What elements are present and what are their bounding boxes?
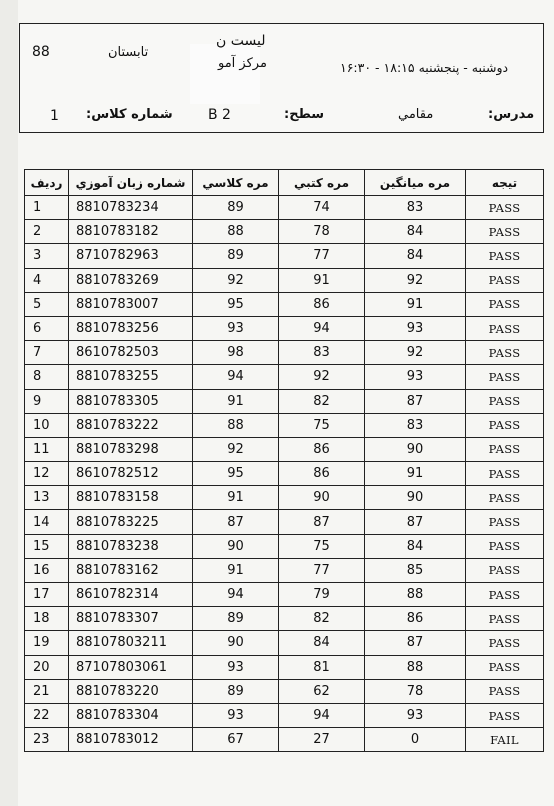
cell-written-score: 75 <box>279 413 365 437</box>
cell-result: PASS <box>466 268 544 292</box>
cell-student-id: 88107803211 <box>69 631 193 655</box>
cell-average: 92 <box>365 341 466 365</box>
table-row <box>25 268 544 292</box>
cell-class-score: 93 <box>193 655 279 679</box>
cell-student-id: 8810783238 <box>69 534 193 558</box>
cell-student-id: 87107803061 <box>69 655 193 679</box>
season-label: تابستان <box>108 45 149 60</box>
cell-result: PASS <box>466 365 544 389</box>
cell-class-score: 93 <box>193 703 279 727</box>
cell-written-score: 81 <box>279 655 365 679</box>
cell-written-score: 82 <box>279 389 365 413</box>
table-row <box>25 437 544 461</box>
cell-result: PASS <box>466 631 544 655</box>
cell-result: PASS <box>466 607 544 631</box>
cell-row-number: 21 <box>25 679 69 703</box>
table-row <box>25 631 544 655</box>
cell-result: PASS <box>466 220 544 244</box>
cell-result: PASS <box>466 486 544 510</box>
table-row <box>25 462 544 486</box>
table-row <box>25 679 544 703</box>
cell-row-number: 8 <box>25 365 69 389</box>
code-number: 88 <box>32 44 50 60</box>
header-class-score: مره کلاسي <box>193 170 279 196</box>
class-number-value: 1 <box>50 108 59 124</box>
cell-written-score: 91 <box>279 268 365 292</box>
cell-result: PASS <box>466 703 544 727</box>
class-info-header <box>19 23 544 133</box>
cell-row-number: 6 <box>25 316 69 340</box>
table-row <box>25 703 544 727</box>
table-row <box>25 316 544 340</box>
scan-page-edge <box>0 0 18 806</box>
cell-class-score: 87 <box>193 510 279 534</box>
cell-row-number: 20 <box>25 655 69 679</box>
cell-student-id: 8610782512 <box>69 462 193 486</box>
cell-average: 87 <box>365 389 466 413</box>
schedule: دوشنبه - پنجشنبه ۱۸:۱۵ - ۱۶:۳۰ <box>340 60 509 75</box>
cell-written-score: 86 <box>279 437 365 461</box>
table-row <box>25 558 544 582</box>
cell-result: PASS <box>466 437 544 461</box>
cell-written-score: 77 <box>279 558 365 582</box>
table-row <box>25 607 544 631</box>
cell-row-number: 14 <box>25 510 69 534</box>
cell-written-score: 94 <box>279 316 365 340</box>
cell-student-id: 8810783255 <box>69 365 193 389</box>
cell-class-score: 89 <box>193 244 279 268</box>
cell-row-number: 9 <box>25 389 69 413</box>
cell-class-score: 88 <box>193 220 279 244</box>
overlapping-paper <box>190 44 260 104</box>
level-value: B 2 <box>208 107 231 123</box>
cell-average: 87 <box>365 510 466 534</box>
cell-average: 91 <box>365 292 466 316</box>
cell-average: 93 <box>365 365 466 389</box>
table-row <box>25 292 544 316</box>
cell-result: PASS <box>466 462 544 486</box>
cell-result: PASS <box>466 244 544 268</box>
cell-student-id: 8810783222 <box>69 413 193 437</box>
cell-class-score: 95 <box>193 462 279 486</box>
cell-average: 84 <box>365 220 466 244</box>
cell-written-score: 83 <box>279 341 365 365</box>
header-student-id: شماره زبان آموزي <box>69 170 193 196</box>
cell-student-id: 8810783162 <box>69 558 193 582</box>
cell-result: PASS <box>466 679 544 703</box>
cell-result: PASS <box>466 341 544 365</box>
list-title: لیست ن <box>216 33 266 49</box>
cell-row-number: 10 <box>25 413 69 437</box>
cell-average: 83 <box>365 413 466 437</box>
cell-written-score: 78 <box>279 220 365 244</box>
table-row <box>25 534 544 558</box>
grades-table <box>24 169 544 752</box>
cell-written-score: 74 <box>279 196 365 220</box>
cell-class-score: 94 <box>193 583 279 607</box>
cell-class-score: 67 <box>193 728 279 752</box>
table-row <box>25 510 544 534</box>
cell-written-score: 77 <box>279 244 365 268</box>
cell-row-number: 15 <box>25 534 69 558</box>
table-header-row <box>25 170 544 196</box>
cell-student-id: 8810783269 <box>69 268 193 292</box>
cell-class-score: 91 <box>193 558 279 582</box>
cell-written-score: 86 <box>279 292 365 316</box>
cell-row-number: 18 <box>25 607 69 631</box>
cell-student-id: 8810783305 <box>69 389 193 413</box>
cell-average: 85 <box>365 558 466 582</box>
cell-class-score: 89 <box>193 196 279 220</box>
cell-student-id: 8810783012 <box>69 728 193 752</box>
cell-row-number: 1 <box>25 196 69 220</box>
table-row <box>25 728 544 752</box>
cell-written-score: 87 <box>279 510 365 534</box>
table-row <box>25 389 544 413</box>
cell-row-number: 16 <box>25 558 69 582</box>
cell-average: 84 <box>365 534 466 558</box>
cell-written-score: 75 <box>279 534 365 558</box>
cell-average: 88 <box>365 583 466 607</box>
cell-written-score: 27 <box>279 728 365 752</box>
header-result: تيجه <box>466 170 544 196</box>
center-name: مرکز آمو <box>218 56 267 71</box>
cell-average: 86 <box>365 607 466 631</box>
cell-row-number: 5 <box>25 292 69 316</box>
cell-class-score: 88 <box>193 413 279 437</box>
cell-written-score: 86 <box>279 462 365 486</box>
table-body <box>25 196 544 752</box>
cell-average: 90 <box>365 437 466 461</box>
cell-student-id: 8610782314 <box>69 583 193 607</box>
cell-student-id: 8810783225 <box>69 510 193 534</box>
table-row <box>25 486 544 510</box>
cell-class-score: 89 <box>193 679 279 703</box>
cell-result: PASS <box>466 413 544 437</box>
cell-average: 93 <box>365 316 466 340</box>
cell-student-id: 8810783256 <box>69 316 193 340</box>
table-row <box>25 365 544 389</box>
cell-student-id: 8810783234 <box>69 196 193 220</box>
cell-average: 90 <box>365 486 466 510</box>
cell-average: 91 <box>365 462 466 486</box>
cell-row-number: 19 <box>25 631 69 655</box>
cell-row-number: 13 <box>25 486 69 510</box>
cell-result: PASS <box>466 510 544 534</box>
cell-row-number: 3 <box>25 244 69 268</box>
cell-student-id: 8810783304 <box>69 703 193 727</box>
cell-result: PASS <box>466 196 544 220</box>
cell-class-score: 90 <box>193 631 279 655</box>
cell-class-score: 91 <box>193 486 279 510</box>
table-row <box>25 196 544 220</box>
cell-result: PASS <box>466 316 544 340</box>
table-row <box>25 413 544 437</box>
table-row <box>25 244 544 268</box>
cell-class-score: 94 <box>193 365 279 389</box>
cell-written-score: 90 <box>279 486 365 510</box>
cell-average: 93 <box>365 703 466 727</box>
cell-result: PASS <box>466 534 544 558</box>
cell-student-id: 8810783220 <box>69 679 193 703</box>
cell-class-score: 91 <box>193 389 279 413</box>
cell-result: PASS <box>466 292 544 316</box>
cell-row-number: 23 <box>25 728 69 752</box>
cell-average: 84 <box>365 244 466 268</box>
cell-written-score: 92 <box>279 365 365 389</box>
level-label: سطح: <box>284 107 325 122</box>
cell-row-number: 11 <box>25 437 69 461</box>
cell-student-id: 8710782963 <box>69 244 193 268</box>
cell-class-score: 93 <box>193 316 279 340</box>
table-row <box>25 220 544 244</box>
cell-class-score: 90 <box>193 534 279 558</box>
table-row <box>25 583 544 607</box>
cell-result: PASS <box>466 655 544 679</box>
cell-student-id: 8810783007 <box>69 292 193 316</box>
cell-row-number: 4 <box>25 268 69 292</box>
cell-result: FAIL <box>466 728 544 752</box>
cell-written-score: 79 <box>279 583 365 607</box>
cell-row-number: 22 <box>25 703 69 727</box>
cell-average: 88 <box>365 655 466 679</box>
cell-written-score: 94 <box>279 703 365 727</box>
cell-row-number: 17 <box>25 583 69 607</box>
cell-average: 83 <box>365 196 466 220</box>
cell-average: 78 <box>365 679 466 703</box>
teacher-value: مقامي <box>398 107 434 122</box>
cell-written-score: 84 <box>279 631 365 655</box>
cell-row-number: 7 <box>25 341 69 365</box>
cell-student-id: 8810783307 <box>69 607 193 631</box>
cell-class-score: 92 <box>193 437 279 461</box>
cell-class-score: 89 <box>193 607 279 631</box>
header-average: مره ميانگين <box>365 170 466 196</box>
cell-average: 0 <box>365 728 466 752</box>
cell-student-id: 8810783298 <box>69 437 193 461</box>
cell-student-id: 8610782503 <box>69 341 193 365</box>
cell-average: 87 <box>365 631 466 655</box>
header-row-number: رديف <box>25 170 69 196</box>
cell-average: 92 <box>365 268 466 292</box>
cell-student-id: 8810783158 <box>69 486 193 510</box>
cell-result: PASS <box>466 389 544 413</box>
cell-student-id: 8810783182 <box>69 220 193 244</box>
cell-class-score: 98 <box>193 341 279 365</box>
cell-result: PASS <box>466 583 544 607</box>
class-number-label: شماره کلاس: <box>86 107 173 122</box>
cell-class-score: 92 <box>193 268 279 292</box>
teacher-label: مدرس: <box>488 107 535 122</box>
cell-written-score: 62 <box>279 679 365 703</box>
table-row <box>25 341 544 365</box>
cell-class-score: 95 <box>193 292 279 316</box>
cell-written-score: 82 <box>279 607 365 631</box>
cell-row-number: 2 <box>25 220 69 244</box>
table-row <box>25 655 544 679</box>
cell-row-number: 12 <box>25 462 69 486</box>
header-written-score: مره کتبي <box>279 170 365 196</box>
cell-result: PASS <box>466 558 544 582</box>
